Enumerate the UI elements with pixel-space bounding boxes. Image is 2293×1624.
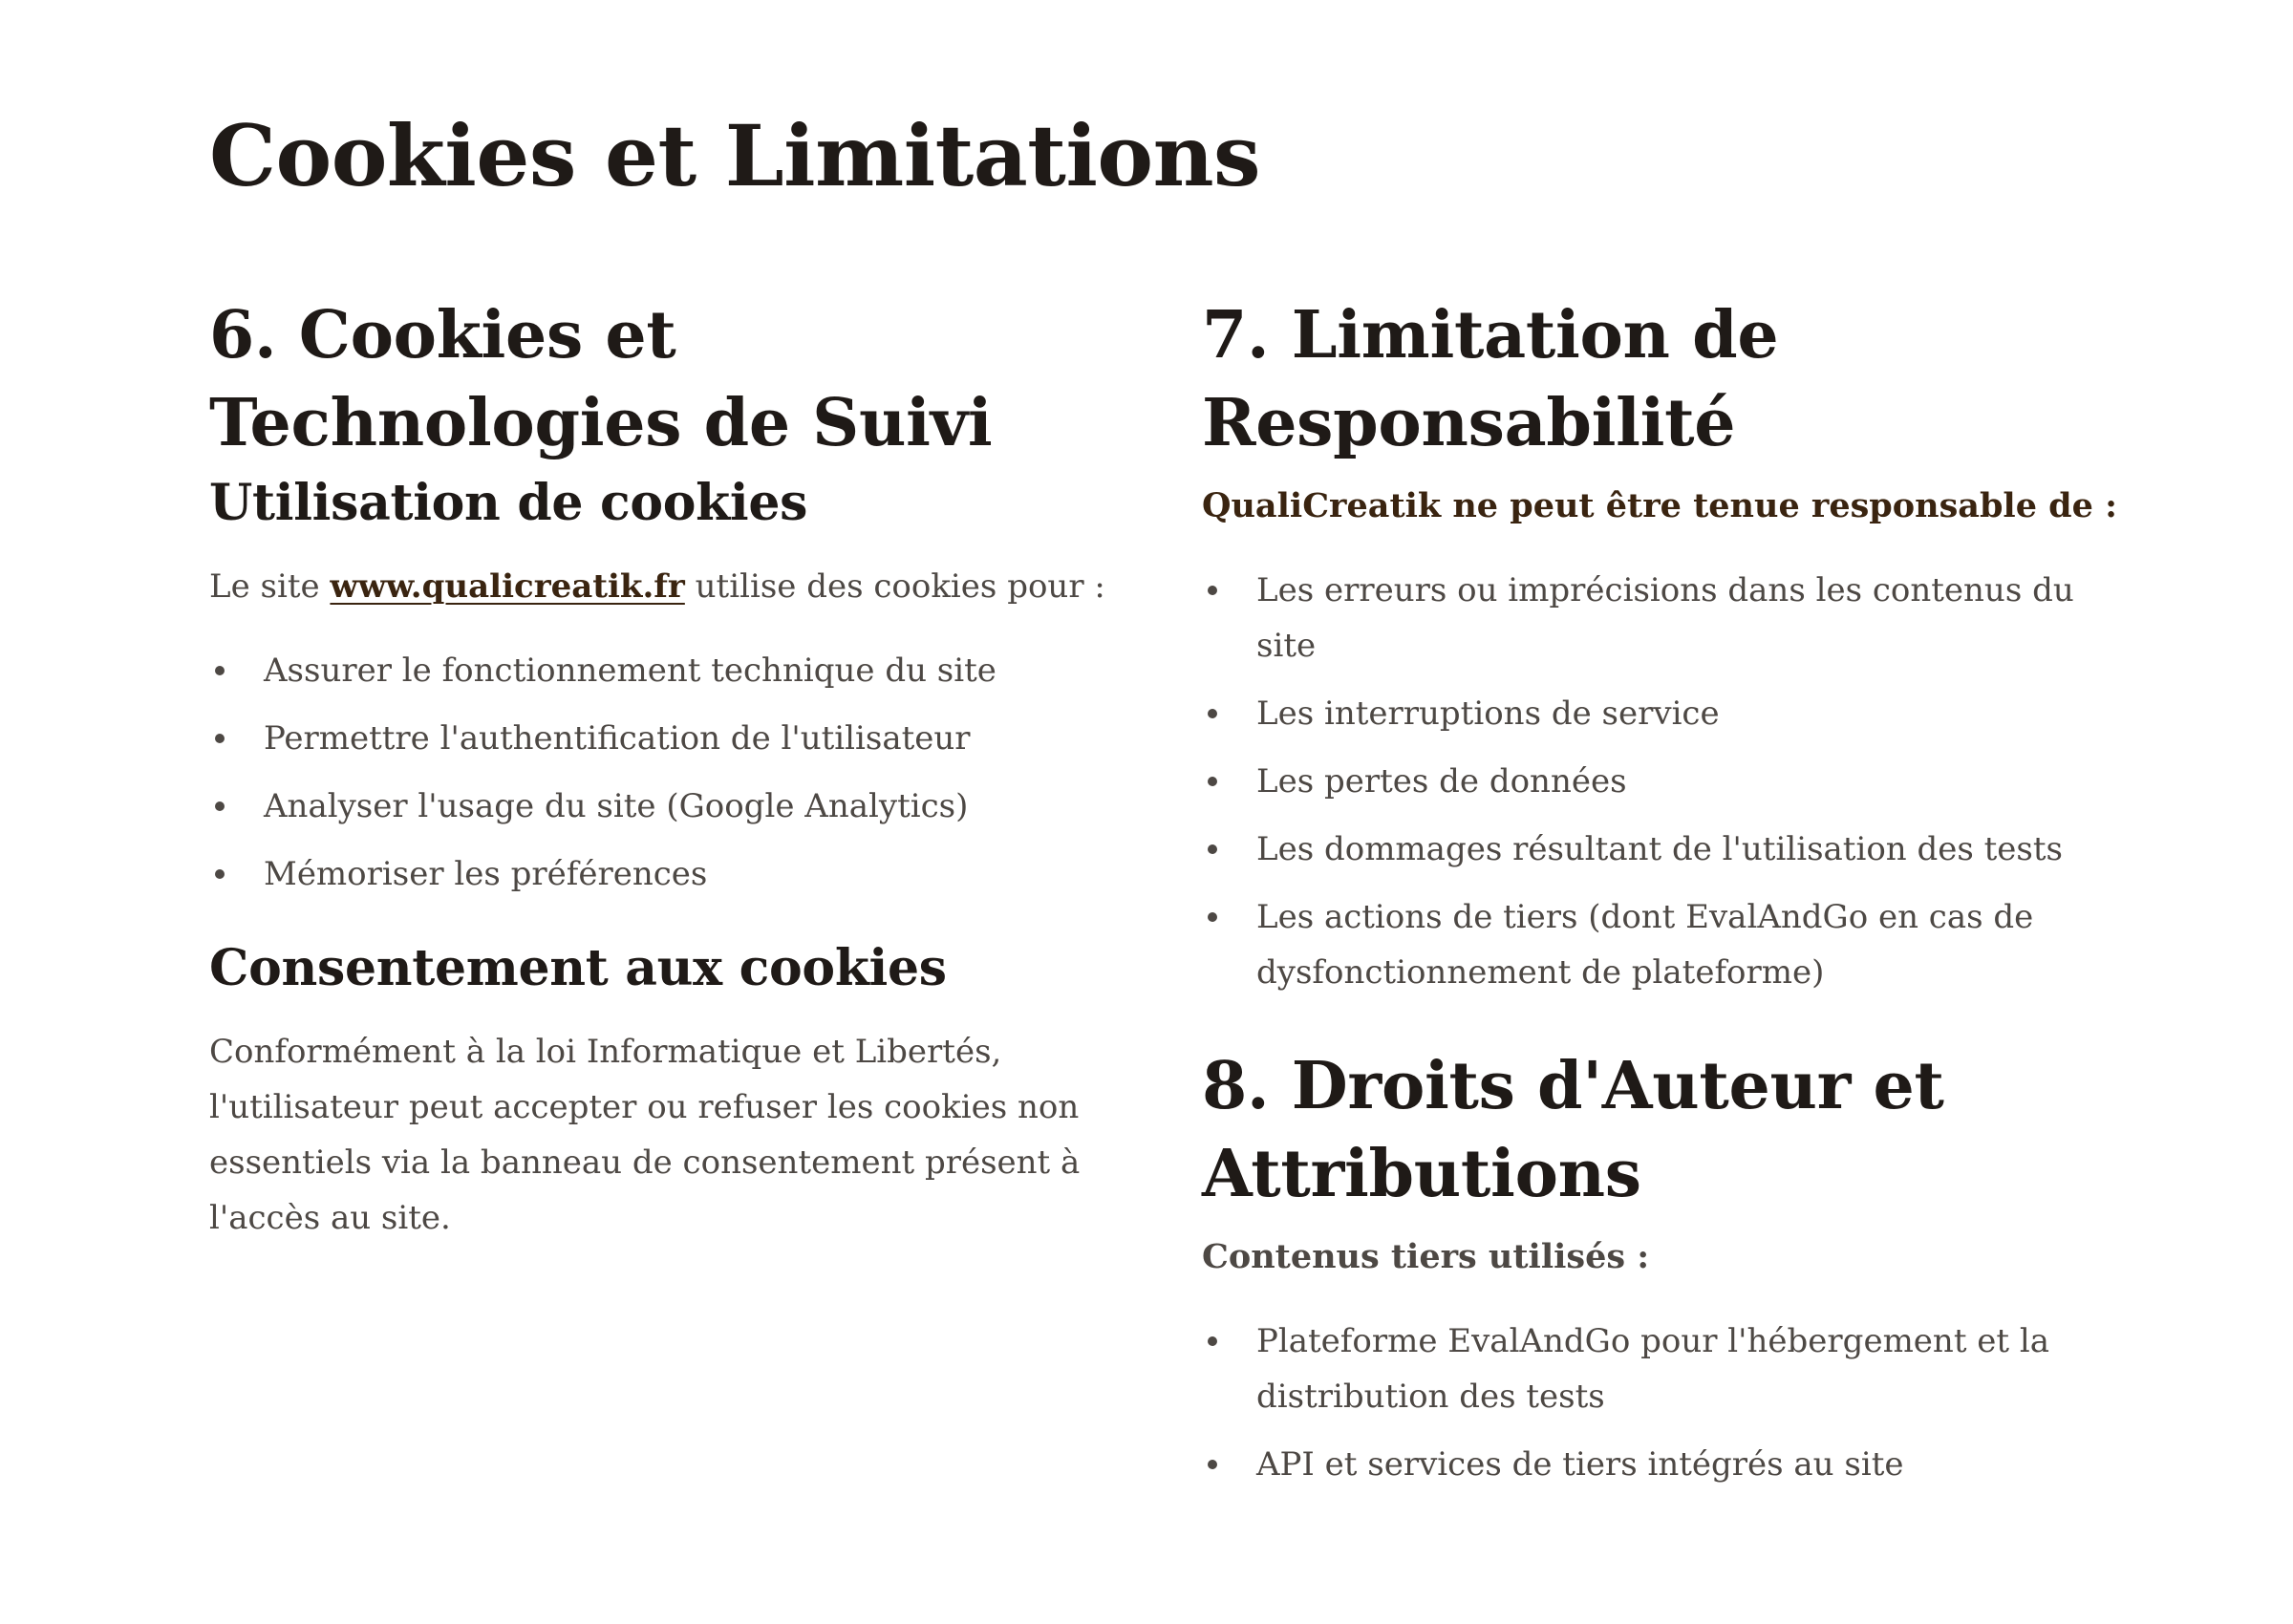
list-item bbox=[1202, 686, 2119, 741]
section-8-lead: Contenus tiers utilisés : bbox=[1202, 1237, 1650, 1276]
list-item bbox=[1202, 1314, 2119, 1424]
list-item-text: Les actions de tiers (dont EvalAndGo en cas de dysfonctionnement de plateforme) bbox=[1256, 898, 2034, 992]
list-item-text: Les erreurs ou imprécisions dans les contenus du site bbox=[1256, 571, 2074, 665]
bullet-icon bbox=[1208, 777, 1217, 786]
list-item bbox=[209, 711, 1126, 766]
bullet-icon bbox=[1208, 912, 1217, 922]
list-item bbox=[1202, 563, 2119, 673]
consent-heading: Consentement aux cookies bbox=[209, 939, 947, 997]
section-6-heading: 6. Cookies et Technologies de Suivi bbox=[209, 297, 993, 461]
cookies-use-list bbox=[209, 643, 1126, 902]
bullet-icon bbox=[1208, 709, 1217, 718]
section-7-heading: 7. Limitation de Responsabilité bbox=[1202, 297, 1779, 461]
list-item bbox=[1202, 822, 2119, 877]
cookies-use-intro-after: utilise des cookies pour : bbox=[684, 567, 1105, 606]
bullet-icon bbox=[1208, 844, 1217, 854]
list-item bbox=[209, 846, 1126, 902]
bullet-icon bbox=[215, 869, 225, 879]
site-link[interactable]: www.qualicreatik.fr bbox=[330, 567, 685, 606]
section-7-list bbox=[1202, 563, 2119, 1000]
list-item bbox=[1202, 754, 2119, 809]
list-item-text: Analyser l'usage du site (Google Analytics) bbox=[264, 787, 969, 825]
section-7-lead: QualiCreatik ne peut être tenue responsable de : bbox=[1202, 486, 2118, 525]
page-title: Cookies et Limitations bbox=[209, 106, 1261, 205]
bullet-icon bbox=[1208, 1336, 1217, 1346]
cookies-use-intro-before: Le site bbox=[209, 567, 331, 606]
cookies-use-heading: Utilisation de cookies bbox=[209, 474, 808, 532]
list-item-text: Les interruptions de service bbox=[1256, 694, 1720, 733]
list-item bbox=[209, 779, 1126, 834]
bullet-icon bbox=[215, 801, 225, 811]
bullet-icon bbox=[1208, 586, 1217, 595]
list-item bbox=[1202, 889, 2119, 1000]
list-item-text: Les dommages résultant de l'utilisation des tests bbox=[1256, 830, 2063, 868]
cookies-use-intro bbox=[209, 559, 1126, 614]
list-item-text: API et services de tiers intégrés au site bbox=[1256, 1445, 1904, 1484]
list-item-text: Mémoriser les préférences bbox=[264, 855, 708, 893]
bullet-icon bbox=[215, 666, 225, 675]
section-8-list bbox=[1202, 1314, 2119, 1492]
bullet-icon bbox=[1208, 1460, 1217, 1469]
list-item-text: Les pertes de données bbox=[1256, 762, 1627, 801]
list-item-text: Permettre l'authentification de l'utilisateur bbox=[264, 719, 971, 758]
consent-text: Conformément à la loi Informatique et Libertés, l'utilisateur peut accepter ou refuser les cookies non essentiels via la banneau de consentement présent à l'accès au site. bbox=[209, 1033, 1081, 1237]
list-item-text: Plateforme EvalAndGo pour l'hébergement et la distribution des tests bbox=[1256, 1322, 2050, 1416]
section-6-column bbox=[209, 291, 1126, 1246]
list-item-text: Assurer le fonctionnement technique du site bbox=[264, 652, 996, 690]
bullet-icon bbox=[215, 734, 225, 743]
list-item bbox=[209, 643, 1126, 698]
list-item bbox=[1202, 1437, 2119, 1492]
section-7-8-column bbox=[1202, 291, 2119, 1505]
section-8-heading: 8. Droits d'Auteur et Attributions bbox=[1202, 1048, 1944, 1212]
